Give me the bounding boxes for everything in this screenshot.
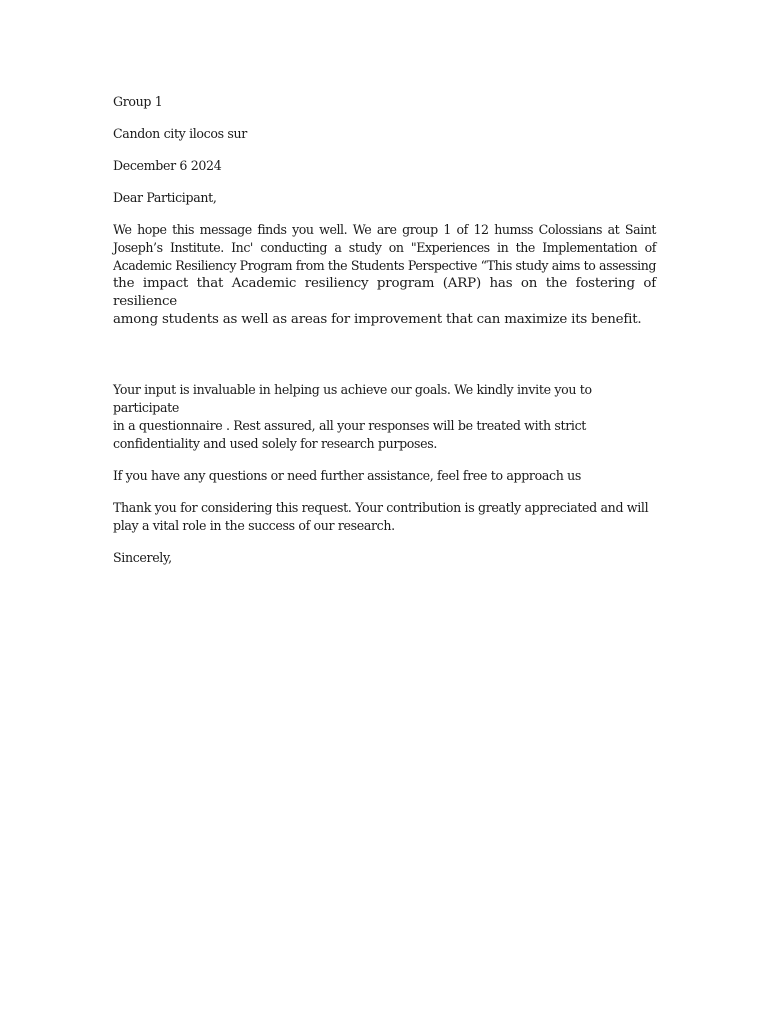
letter-body <box>113 93 656 581</box>
closing: Sincerely, <box>113 550 172 565</box>
group-name: Group 1 <box>113 94 163 109</box>
intro-paragraph <box>113 221 656 329</box>
thanks-line: Thank you for considering this request. Your contribution is greatly appreciated and will <box>113 500 649 515</box>
invitation-paragraph <box>113 381 656 453</box>
intro-line: the impact that Academic resiliency program (ARP) has on the fostering of resilience <box>113 276 656 309</box>
intro-line: Joseph’s Institute. Inc' conducting a study on "Experiences in the Implementation of <box>113 240 656 255</box>
salutation: Dear Participant, <box>113 190 217 205</box>
intro-line: among students as well as areas for improvement that can maximize its benefit. <box>113 312 642 327</box>
invitation-line: in a questionnaire . Rest assured, all your responses will be treated with strict <box>113 418 586 433</box>
questions-paragraph: If you have any questions or need further assistance, feel free to approach us <box>113 468 581 483</box>
thanks-line: play a vital role in the success of our research. <box>113 518 395 533</box>
thanks-paragraph <box>113 499 656 535</box>
intro-line: We hope this message finds you well. We are group 1 of 12 humss Colossians at Saint <box>113 222 656 237</box>
letter-date: December 6 2024 <box>113 158 222 173</box>
paragraph-gap <box>113 343 656 381</box>
sender-location: Candon city ilocos sur <box>113 126 247 141</box>
invitation-line: Your input is invaluable in helping us achieve our goals. We kindly invite you to participate <box>113 382 592 415</box>
intro-line: Academic Resiliency Program from the Students Perspective “This study aims to assessing <box>113 258 656 273</box>
invitation-line: confidentiality and used solely for research purposes. <box>113 436 438 451</box>
